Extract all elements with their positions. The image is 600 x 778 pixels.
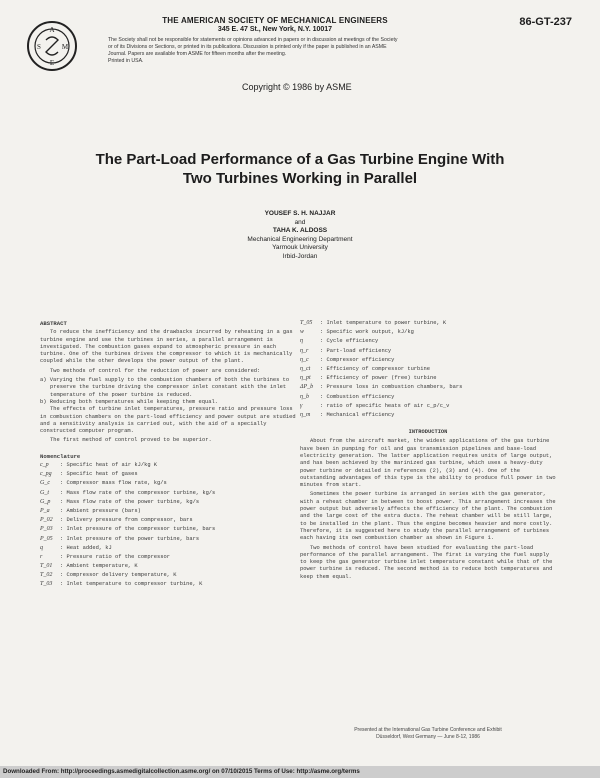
society-address: 345 E. 47 St., New York, N.Y. 10017 [217, 26, 333, 33]
nomenclature-row [40, 471, 296, 480]
nomenclature-row [40, 499, 296, 508]
nomenclature-definition: : Pressure loss in combustion chambers, bars [320, 384, 463, 391]
nomenclature-definition: : Mass flow rate of the power turbine, kg/s [60, 498, 200, 505]
nomenclature-row [300, 403, 556, 412]
copyright: Copyright © 1986 by ASME [242, 82, 352, 92]
nomenclature-definition: : Compressor mass flow rate, kg/s [60, 480, 167, 487]
author-conjunction: and [294, 218, 306, 226]
left-column [40, 320, 296, 591]
svg-text:S: S [37, 43, 41, 51]
footnote-line-1: Presented at the International Gas Turbine Conference and Exhibit [354, 727, 502, 733]
nomenclature-list-right [300, 320, 556, 421]
nomenclature-row [300, 384, 556, 393]
nomenclature-symbol: γ [300, 402, 303, 409]
nomenclature-definition: : Mechanical efficiency [320, 411, 395, 418]
nomenclature-row [300, 412, 556, 421]
right-column [300, 320, 556, 583]
nomenclature-symbol: η_m [300, 411, 311, 418]
nomenclature-definition: : Efficiency of power (free) turbine [320, 375, 437, 382]
nomenclature-row [40, 572, 296, 581]
introduction-paragraph: Sometimes the power turbine is arranged in series with the gas generator, with a reheat chamber in between to boost power. This arrangement increases the power output but adversely affects the efficiency of the plant. The combustion and the large cost of the extra ducts. The reheat chamber will be still large, to be installed in the plant. Thus the engine becomes heavier and more costly. Therefore, it is suggested here to study the parallel arrangement of turbines each having its own combustion chamber as shown in Figure 1. [300, 491, 556, 542]
nomenclature-definition: : Specific work output, kJ/kg [320, 329, 414, 336]
nomenclature-row [40, 545, 296, 554]
paper-number: 86-GT-237 [519, 16, 572, 28]
asme-logo-icon [26, 20, 78, 72]
nomenclature-row [300, 357, 556, 366]
nomenclature-definition: : Delivery pressure from compressor, bars [60, 517, 193, 524]
abstract-list-item-a: a) Varying the fuel supply to the combustion chambers of both the turbines to preserve the turbine driving the compressor inlet constant with the inlet temperature of the power turbine is reduced. [40, 377, 290, 398]
disclaimer-text: The Society shall not be responsible for statements or opinions advanced in papers or in discussion at meetings of the Society or of its Divisions or Sections, or printed in its publications. Discussion is printed only if the paper is published in an ASME Journal. Papers are available from ASME for fifteen months after the meeting. [108, 37, 398, 57]
nomenclature-definition: : Heat added, kJ [60, 544, 112, 551]
svg-text:M: M [61, 43, 69, 51]
nomenclature-symbol: T_01 [40, 563, 53, 570]
nomenclature-symbol: T_03 [40, 581, 53, 588]
abstract-paragraph: To reduce the inefficiency and the drawbacks incurred by reheating in a gas turbine engine and use the turbines in series, a parallel arrangement is investigated. The combustion gases expand to atmospheric pressure in each turbine. One of the turbines drives the compressor to which it is mechanically coupled while the other develops the power output of the plant. [40, 329, 293, 365]
nomenclature-symbol: G_c [40, 480, 50, 487]
nomenclature-definition: : Compressor delivery temperature, K [60, 572, 177, 579]
nomenclature-row [300, 394, 556, 403]
abstract-heading: ABSTRACT [40, 320, 67, 327]
nomenclature-row [40, 536, 296, 545]
author-2: TAHA K. ALDOSS [272, 227, 328, 234]
nomenclature-symbol: ΔP_b [300, 384, 314, 391]
nomenclature-symbol: η [300, 338, 303, 345]
abstract-paragraph: The effects of turbine inlet temperatures, pressure ratio and pressure loss in combustion chambers on the part-load efficiency and power output are studied and a sensitivity analysis is carried out, with the aid of a specially constructed computer program. [40, 406, 296, 435]
nomenclature-symbol: q [40, 544, 43, 551]
nomenclature-symbol: r [40, 553, 43, 560]
paper-title [40, 150, 560, 188]
nomenclature-row [40, 517, 296, 526]
svg-text:E: E [49, 59, 55, 67]
affiliation-department: Mechanical Engineering Department [247, 235, 353, 243]
nomenclature-symbol: w [300, 329, 305, 336]
nomenclature-definition: : Inlet pressure of the compressor turbine, bars [60, 526, 216, 533]
nomenclature-definition: : Specific heat of air kJ/kg K [60, 462, 158, 469]
introduction-paragraph: Two methods of control have been studied for evaluating the part-load performance of the parallel arrangement. The first is varying the fuel supply to keep the gas generator turbine inlet temperature constant while that of the power turbine is reduced. The second method is to reduce both temperatures and keep them equal. [300, 544, 553, 580]
nomenclature-row [300, 338, 556, 347]
nomenclature-symbol: T_02 [40, 572, 53, 579]
nomenclature-symbol: η_ct [300, 365, 311, 372]
footnote-line-2: Düsseldorf, West Germany — June 8-12, 1986 [376, 733, 480, 740]
abstract-list-item-b: b) Reducing both temperatures while keeping them equal. [40, 398, 218, 405]
nomenclature-row [300, 348, 556, 357]
society-name: THE AMERICAN SOCIETY OF MECHANICAL ENGINEERS [162, 16, 388, 25]
nomenclature-row [40, 563, 296, 572]
nomenclature-definition: : Inlet temperature to compressor turbine, K [60, 581, 203, 588]
nomenclature-definition: : Mass flow rate of the compressor turbine, kg/s [60, 489, 216, 496]
download-banner: Downloaded From: http://proceedings.asmedigitalcollection.asme.org/ on 07/10/2015 Terms of Use: http://asme.org/terms [0, 766, 600, 778]
nomenclature-row [40, 490, 296, 499]
nomenclature-symbol: P_a [40, 507, 50, 514]
nomenclature-definition: : ratio of specific heats of air c_p/c_v [320, 402, 450, 409]
nomenclature-row [300, 329, 556, 338]
introduction-paragraph: About from the aircraft market, the widest applications of the gas turbine have been in pumping for oil and gas transmission pipelines and base-load electricity generation. The latter application requires units of large output, and has been achieved by the marinized gas turbine, which uses a heavy-duty power turbine or detailed in references (2), (3) and (4). One of the outstanding advantages of this type is the ability to produce full power in two minutes from start. [300, 438, 556, 489]
nomenclature-definition: : Ambient temperature, K [60, 563, 138, 570]
nomenclature-definition: : Specific heat of gases [60, 471, 138, 478]
affiliation-location: Irbid-Jordan [282, 252, 318, 260]
nomenclature-definition: : Part-load efficiency [320, 347, 392, 354]
nomenclature-definition: : Inlet pressure of the power turbine, bars [60, 535, 200, 542]
author-block [150, 210, 450, 261]
printed-in: Printed in USA. [108, 58, 144, 64]
nomenclature-row [40, 508, 296, 517]
introduction-heading: INTRODUCTION [408, 429, 448, 436]
affiliation-university: Yarmouk University [272, 244, 328, 251]
nomenclature-definition: : Compressor efficiency [320, 356, 395, 363]
nomenclature-heading: Nomenclature [40, 452, 81, 460]
nomenclature-row [300, 375, 556, 384]
nomenclature-symbol: η_pt [300, 375, 311, 382]
title-line-1: The Part-Load Performance of a Gas Turbine Engine With [95, 151, 505, 168]
nomenclature-symbol: P_03 [40, 526, 53, 533]
nomenclature-row [40, 480, 296, 489]
nomenclature-symbol: P_02 [40, 517, 53, 524]
nomenclature-symbol: P_05 [40, 535, 53, 542]
nomenclature-row [40, 462, 296, 471]
nomenclature-definition: : Efficiency of compressor turbine [320, 365, 430, 372]
nomenclature-symbol: G_p [40, 498, 51, 505]
nomenclature-row [40, 581, 296, 590]
nomenclature-definition: : Inlet temperature to power turbine, K [320, 320, 447, 326]
nomenclature-symbol: c_p [40, 462, 49, 469]
nomenclature-symbol: η_b [300, 393, 309, 400]
nomenclature-definition: : Combustion efficiency [320, 393, 395, 400]
title-line-2: Two Turbines Working in Parallel [182, 170, 418, 187]
nomenclature-symbol: G_t [40, 489, 49, 496]
nomenclature-symbol: η_c [300, 356, 309, 363]
nomenclature-row [300, 366, 556, 375]
nomenclature-row [40, 526, 296, 535]
abstract-paragraph: The first method of control proved to be superior. [50, 437, 212, 444]
disclaimer [108, 37, 398, 65]
nomenclature-row [300, 320, 556, 329]
author-1: YOUSEF S. H. NAJJAR [264, 210, 336, 217]
nomenclature-row [40, 554, 296, 563]
nomenclature-definition: : Cycle efficiency [320, 338, 379, 345]
nomenclature-symbol: T_05 [300, 320, 313, 326]
nomenclature-definition: : Ambient pressure (bars) [60, 507, 141, 514]
svg-text:A: A [49, 26, 55, 34]
conference-footnote [300, 727, 556, 740]
abstract-paragraph: Two methods of control for the reduction of power are considered: [50, 367, 261, 374]
nomenclature-definition: : Pressure ratio of the compressor [60, 553, 170, 560]
nomenclature-symbol: η_r [300, 347, 309, 354]
nomenclature-list-left [40, 462, 296, 591]
nomenclature-symbol: c_pg [40, 471, 52, 478]
